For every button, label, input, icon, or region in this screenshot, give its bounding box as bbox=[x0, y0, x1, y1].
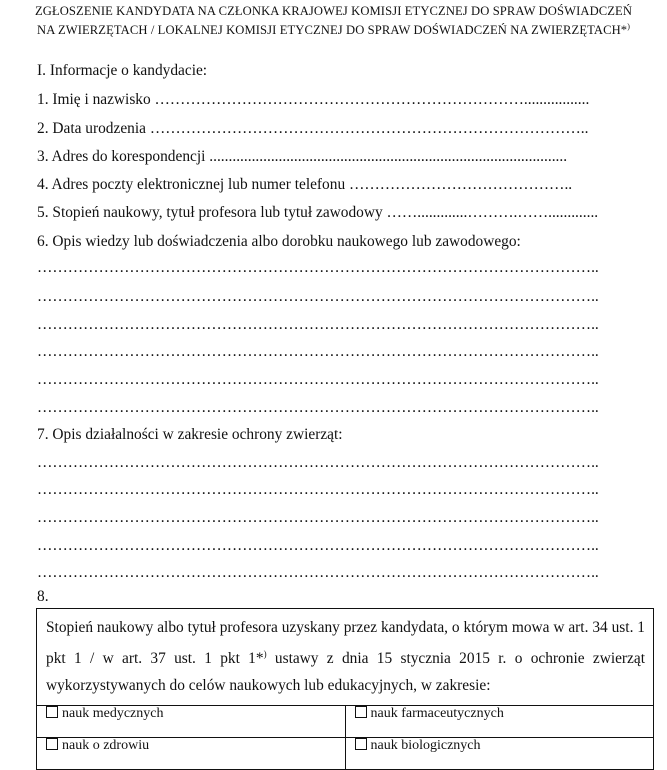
q7-answer-line[interactable]: ……………………………………………………………………………………………….. bbox=[37, 509, 599, 526]
q7-answer-line[interactable]: ……………………………………………………………………………………………….. bbox=[37, 537, 599, 554]
field-degree[interactable]: 5. Stopień naukowy, tytuł profesora lub tytuł zawodowy …….............……….……............. bbox=[37, 204, 599, 221]
option-pharmaceutical[interactable] bbox=[345, 706, 654, 738]
form-header bbox=[0, 3, 667, 38]
checkbox-icon[interactable] bbox=[355, 738, 367, 750]
q7-answer-line[interactable]: ……………………………………………………………………………………………….. bbox=[37, 481, 599, 498]
option-medical[interactable] bbox=[37, 706, 346, 738]
question-6-label: 6. Opis wiedzy lub doświadczenia albo dorobku naukowego lub zawodowego: bbox=[37, 233, 521, 250]
degree-field-table bbox=[36, 608, 654, 770]
q7-answer-line[interactable]: ……………………………………………………………………………………………….. bbox=[37, 454, 599, 471]
option-label: nauk medycznych bbox=[62, 706, 164, 722]
field-name[interactable]: 1. Imię i nazwisko ………………………………………………………………................. bbox=[37, 91, 590, 108]
field-birth-date[interactable]: 2. Data urodzenia ………………………………………………………………………….. bbox=[37, 120, 589, 137]
checkbox-icon[interactable] bbox=[46, 738, 58, 750]
question-8-label: 8. bbox=[37, 588, 49, 605]
field-email-phone[interactable]: 4. Adres poczty elektronicznej lub numer telefonu …………………………………….. bbox=[37, 176, 573, 193]
q6-answer-line[interactable]: ……………………………………………………………………………………………….. bbox=[37, 316, 599, 333]
q6-answer-line[interactable]: ……………………………………………………………………………………………….. bbox=[37, 288, 599, 305]
question-7-label: 7. Opis działalności w zakresie ochrony zwierząt: bbox=[37, 426, 343, 443]
option-label: nauk o zdrowiu bbox=[62, 738, 150, 754]
checkbox-icon[interactable] bbox=[46, 706, 58, 718]
q6-answer-line[interactable]: ……………………………………………………………………………………………….. bbox=[37, 371, 599, 388]
section-title: I. Informacje o kandydacie: bbox=[37, 62, 208, 79]
q6-answer-line[interactable]: ……………………………………………………………………………………………….. bbox=[37, 399, 599, 416]
header-line-2-text: NA ZWIERZĘTACH / LOKALNEJ KOMISJI ETYCZNEJ DO SPRAW DOŚWIADCZEŃ NA ZWIERZĘTACH* bbox=[37, 23, 628, 38]
option-label: nauk farmaceutycznych bbox=[370, 706, 504, 722]
description-footnote-mark: ) bbox=[263, 649, 267, 659]
header-line-1: ZGŁOSZENIE KANDYDATA NA CZŁONKA KRAJOWEJ KOMISJI ETYCZNEJ DO SPRAW DOŚWIADCZEŃ bbox=[34, 4, 633, 18]
description-text-a: Stopień naukowy albo tytuł profesora uzyskany przez kandydata, o którym mowa w art. 34 ust. 1 pkt 1 / w art. 37 ust. 1 pkt 1* bbox=[46, 619, 645, 668]
checkbox-icon[interactable] bbox=[355, 706, 367, 718]
field-address[interactable]: 3. Adres do korespondencji ............................................................................................. bbox=[37, 148, 568, 165]
header-footnote-mark: ) bbox=[627, 22, 630, 31]
q7-answer-line[interactable]: ……………………………………………………………………………………………….. bbox=[37, 564, 599, 581]
q6-answer-line[interactable]: ……………………………………………………………………………………………….. bbox=[37, 259, 599, 276]
q6-answer-line[interactable]: ……………………………………………………………………………………………….. bbox=[37, 343, 599, 360]
description-text-b: ustawy z dnia 15 stycznia 2015 r. o ochronie zwierząt wykorzystywanych do celów naukowych lub edukacyjnych, w zakresie: bbox=[46, 650, 645, 695]
option-label: nauk biologicznych bbox=[370, 738, 481, 754]
degree-field-description bbox=[37, 609, 654, 706]
header-line-2 bbox=[0, 19, 667, 38]
